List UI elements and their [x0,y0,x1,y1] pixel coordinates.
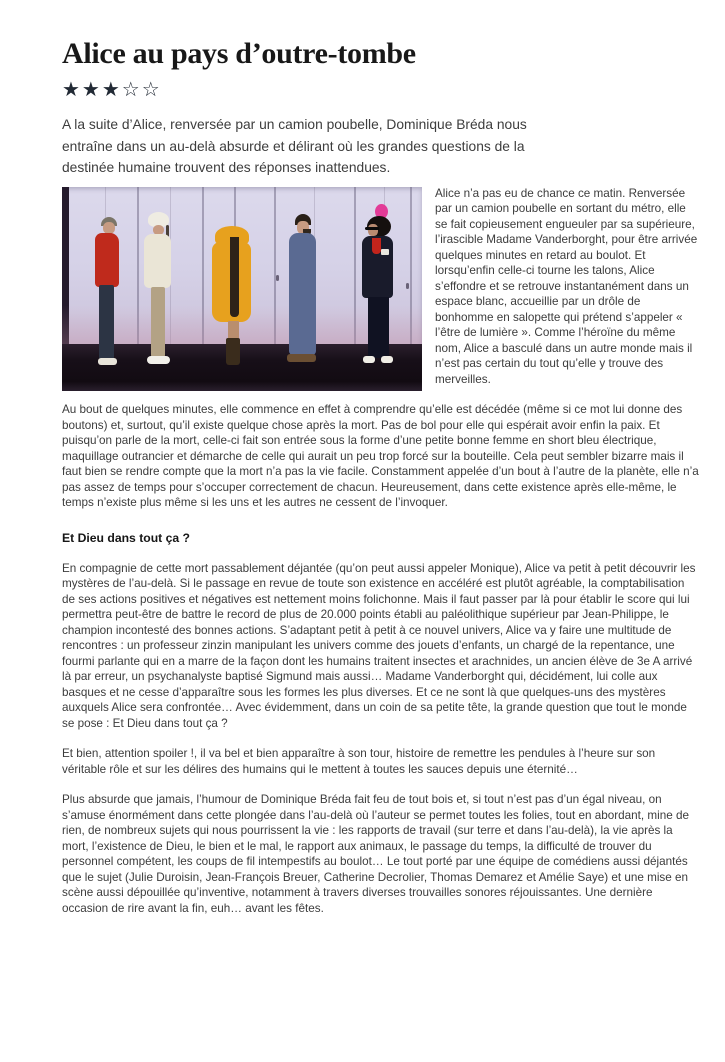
star-empty-icon: ☆☆ [121,79,162,101]
paragraph-2: Au bout de quelques minutes, elle commence en effet à comprendre qu’elle est décédée (même si ce mot lui donne des boutons) et, surtout, qu’il existe quelque chose après la mort. Pas de bol pour elle qui espérait avoir enfin la paix. Et puisqu’on parle de la mort, celle-ci fait son entrée sous la forme d’une petite bonne femme en short bleu électrique, maquillage outrancier et démarche de celle qui aurait un peu trop forcé sur la bouteille. Cela peut sembler bizarre mais il faut bien se rendre compte que la mort n’a pas la vie facile. Constamment appelée d’un bout à l’autre de la planète, elle n’a pas assez de temps pour s’occuper correctement de chacun. Heureusement, dans cette existence après elle-même, le temps n’existe plus même si les uns et les autres ne cessent de l’invoquer. [62,403,699,509]
section-heading: Et Dieu dans tout ça ? [62,530,190,545]
page-title: Alice au pays d’outre-tombe [62,37,416,70]
paragraph-1: Alice n’a pas eu de chance ce matin. Renversée par un camion poubelle en sortant du métro, elle se fait copieusement engueuler par sa supérieure, l’irascible Madame Vanderborght, pour être arrivée quelques minutes en retard au boulot. Et lorsqu’enfin celle-ci tourne les talons, Alice s’effondre et se retrouve instantanément dans un espace blanc, accueillie par un drôle de bonhomme en salopette qui prétend s’appeler « l’être de lumière ». Comme l’héroïne du même nom, Alice a basculé dans un autre monde mais il n’est pas certain du tout qu’elle y trouve des merveilles. [435,186,698,386]
paragraph-5: Plus absurde que jamais, l’humour de Dominique Bréda fait feu de tout bois et, si tout n’est pas d’un égal niveau, on s’amuse énormément dans cette plongée dans l’au-delà où l’auteur se permet toutes les folies, tout en abordant, mine de rien, de nombreux sujets qui nous pourrissent la vie : les rapports de travail (sur terre et dans l’au-delà), la vie après la mort, l’existence de Dieu, le bien et le mal, le rapport aux animaux, le passage du temps, la difficulté de trouver du personnel compétent, les coups de fil intempestifs au boulot… Le tout porté par une équipe de comédiens aussi déjantés que le sujet (Julie Duroisin, Jean-François Breuer, Catherine Decrolier, Thomas Demarez et Amélie Saye) et une mise en scène aussi dépouillée qu’inventive, notamment à travers diverses trouvailles sonores réjouissantes. Une dernière occasion de rire avant la fin, euh… avant les fêtes. [62,793,689,915]
article-body [62,186,699,917]
star-rating [62,79,699,101]
paragraph-4: Et bien, attention spoiler !, il va bel et bien apparaître à son tour, histoire de remettre les pendules à l’heure sur son véritable rôle et sur les délires des humains qui le mettent à toutes les sauces depuis une éternité… [62,747,656,776]
stage-photo [62,187,422,391]
door-handle [406,283,409,289]
paragraph-3: En compagnie de cette mort passablement déjantée (qu’on peut aussi appeler Monique), Alice va petit à petit découvrir les mystères de l’au-delà. Si le passage en revue de toute son existence en accéléré est plutôt agréable, la comptabilisation de ses actions positives et négatives est nettement moins folichonne. Mais il faut passer par là pour établir le score qui lui permettra peut-être de battre le record de plus de 20.000 points établi au paléolithique supérieur par Jean-Philippe, le champion incontesté des bonnes actions. S’adaptant petit à petit à ce nouvel univers, Alice va y faire une multitude de rencontres : un professeur zinzin manipulant les univers comme des jouets d’enfants, un chargé de la repentance, une fourmi parlante qui en a marre de la façon dont les humains traitent insectes et arachnides, un ancien élève de 3e A arrivé là par erreur, un psychanalyste baptisé Sigmund mais aussi… Madame Vanderborght qui, décidément, lui colle aux basques et ne cesse d’apparaître sous les formes les plus diverses. Et ce ne sont là que quelques-uns des mystères auxquels Alice sera confrontée… Avec évidemment, dans un coin de sa petite tête, la grande question que tout le monde se pose : Et Dieu dans tout ça ? [62,561,696,730]
door-handle [276,275,279,281]
article-intro: A la suite d’Alice, renversée par un camion poubelle, Dominique Bréda nous entraîne dans un au-delà absurde et délirant où les grandes questions de la destinée humaine trouvent des réponses inattendues. [62,117,527,175]
star-filled-icon: ★★★ [62,79,122,101]
article [62,38,699,916]
